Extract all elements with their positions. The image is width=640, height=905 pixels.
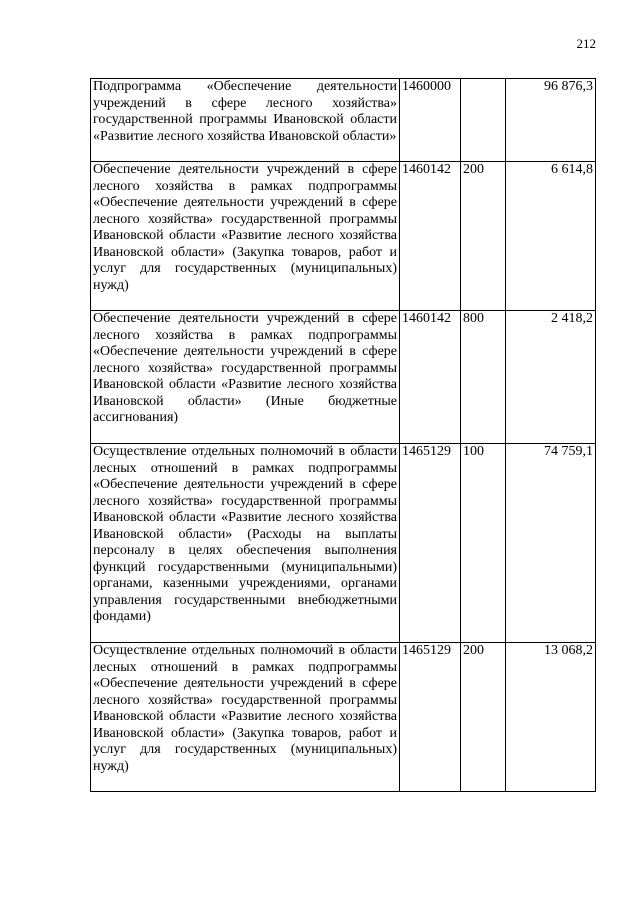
table-row <box>91 643 596 792</box>
row-expense-type <box>461 79 506 162</box>
row-target-code: 1465129 <box>400 643 461 792</box>
row-description: Обеспечение деятельности учреждений в сфере лесного хозяйства в рамках подпрограммы «Обеспечение деятельности учреждений в сфере лесного хозяйства» государственной программы Ивановской области «Развитие лесного хозяйства Ивановской области» (Закупка товаров, работ и услуг для государственных (муниципальных) нужд) <box>91 162 400 311</box>
row-expense-type: 200 <box>461 643 506 792</box>
row-target-code: 1460000 <box>400 79 461 162</box>
row-target-code: 1465129 <box>400 444 461 643</box>
row-expense-type: 800 <box>461 311 506 444</box>
table-row <box>91 162 596 311</box>
row-description: Осуществление отдельных полномочий в области лесных отношений в рамках подпрограммы «Обеспечение деятельности учреждений в сфере лесного хозяйства» государственной программы Ивановской области «Развитие лесного хозяйства Ивановской области» (Закупка товаров, работ и услуг для государственных (муниципальных) нужд) <box>91 643 400 792</box>
page-number: 212 <box>576 36 596 51</box>
table-row <box>91 79 596 162</box>
row-target-code: 1460142 <box>400 162 461 311</box>
row-amount: 13 068,2 <box>506 643 596 792</box>
table-row <box>91 444 596 643</box>
budget-table <box>90 78 596 792</box>
row-amount: 2 418,2 <box>506 311 596 444</box>
row-expense-type: 100 <box>461 444 506 643</box>
row-description: Обеспечение деятельности учреждений в сфере лесного хозяйства в рамках подпрограммы «Обеспечение деятельности учреждений в сфере лесного хозяйства» государственной программы Ивановской области «Развитие лесного хозяйства Ивановской области» (Иные бюджетные ассигнования) <box>91 311 400 444</box>
row-amount: 96 876,3 <box>506 79 596 162</box>
row-description: Подпрограмма «Обеспечение деятельности учреждений в сфере лесного хозяйства» государственной программы Ивановской области «Развитие лесного хозяйства Ивановской области» <box>91 79 400 162</box>
row-description: Осуществление отдельных полномочий в области лесных отношений в рамках подпрограммы «Обеспечение деятельности учреждений в сфере лесного хозяйства» государственной программы Ивановской области «Развитие лесного хозяйства Ивановской области» (Расходы на выплаты персоналу в целях обеспечения выполнения функций государственными (муниципальными) органами, казенными учреждениями, органами управления государственными внебюджетными фондами) <box>91 444 400 643</box>
row-amount: 6 614,8 <box>506 162 596 311</box>
row-expense-type: 200 <box>461 162 506 311</box>
row-target-code: 1460142 <box>400 311 461 444</box>
row-amount: 74 759,1 <box>506 444 596 643</box>
table-row <box>91 311 596 444</box>
